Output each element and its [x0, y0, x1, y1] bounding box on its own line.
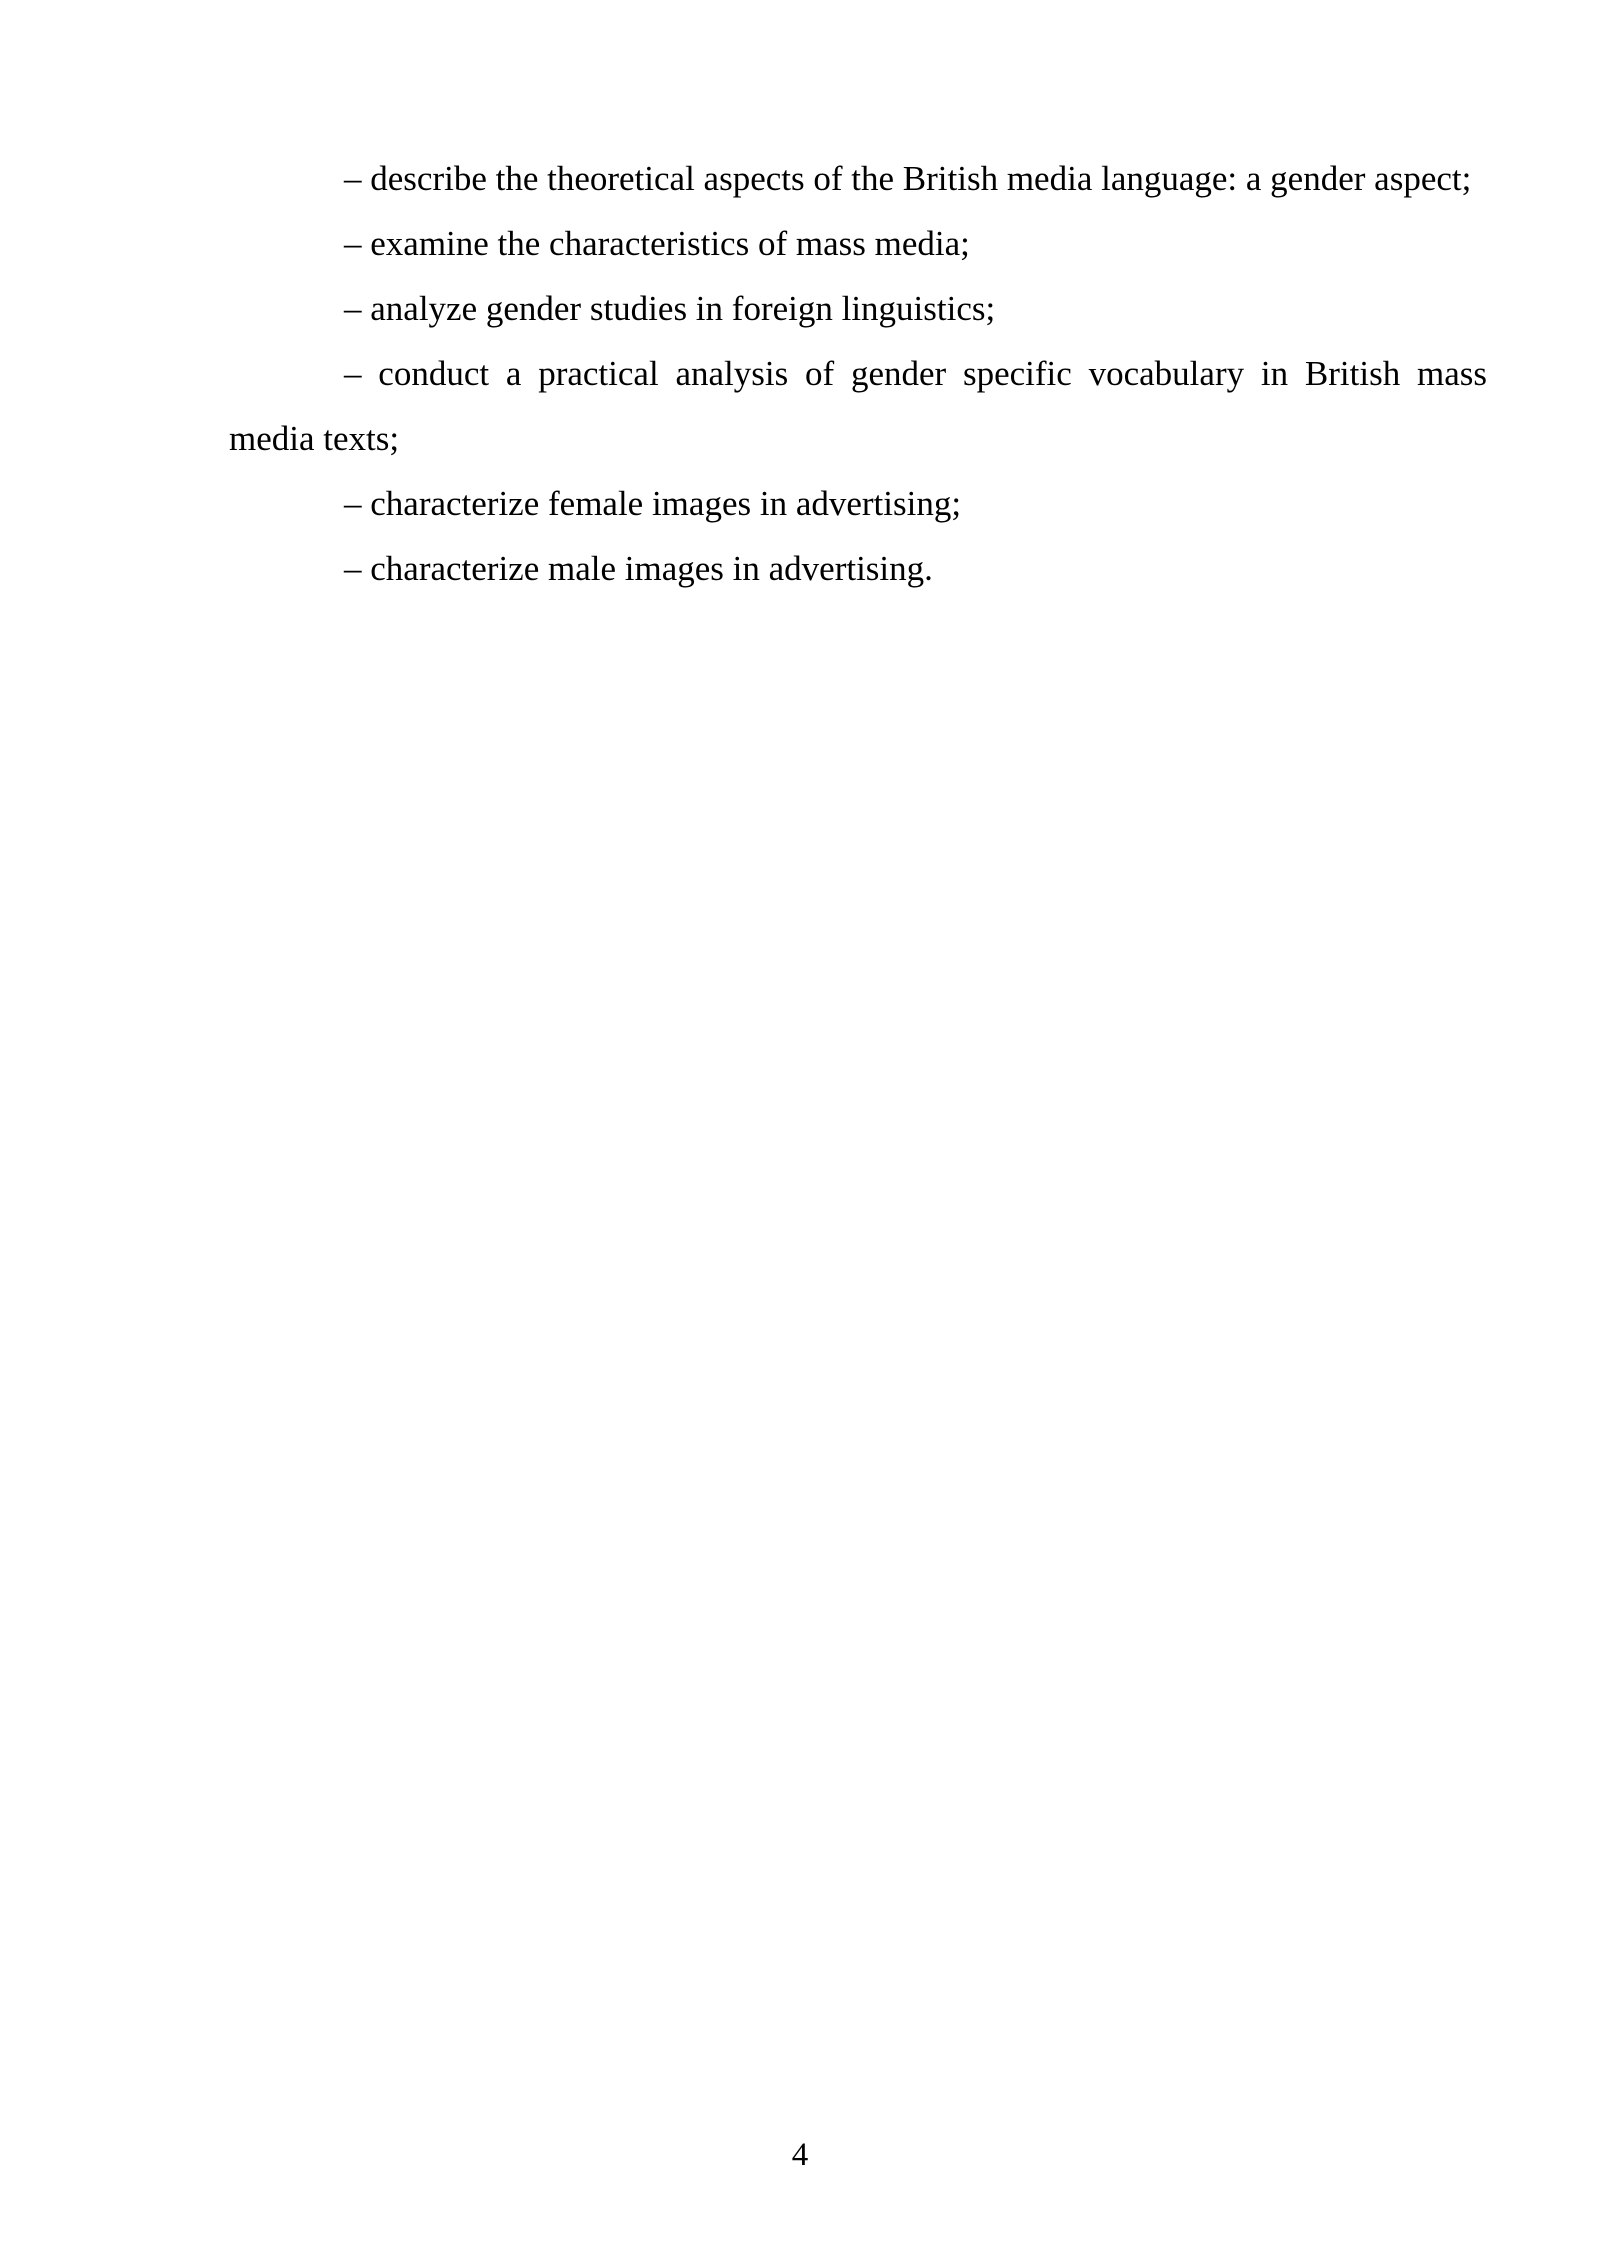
list-item: – conduct a practical analysis of gender specific vocabulary in British mass media texts;: [229, 354, 1487, 458]
page-number: 4: [791, 2137, 809, 2173]
list-item: – characterize male images in advertising.: [344, 549, 933, 588]
list-item: – describe the theoretical aspects of the British media language: a gender aspect;: [344, 159, 1472, 198]
body-text: [229, 146, 1487, 601]
list-item: – characterize female images in advertising;: [344, 484, 962, 523]
list-item: – examine the characteristics of mass media;: [344, 224, 970, 263]
list-item: – analyze gender studies in foreign linguistics;: [344, 289, 996, 328]
